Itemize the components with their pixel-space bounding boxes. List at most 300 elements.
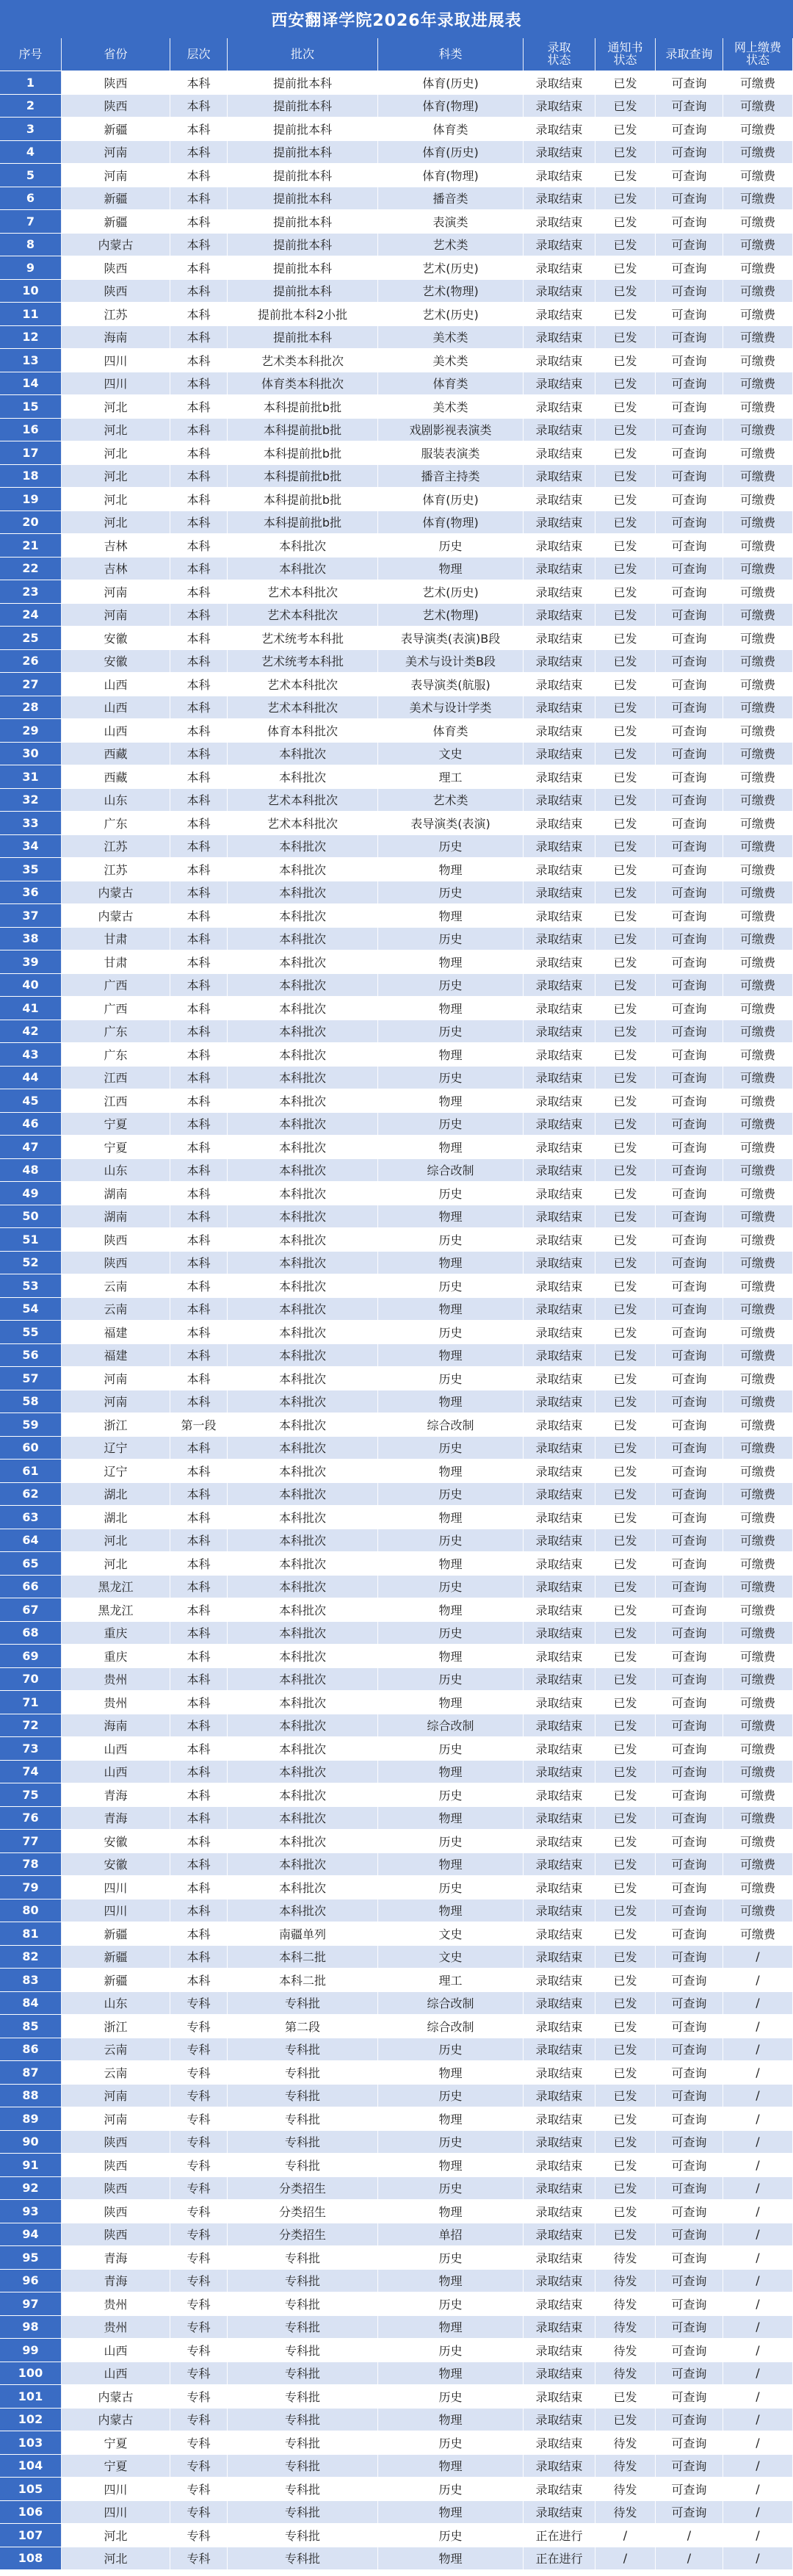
subject-category-cell: 体育类 [378,719,524,742]
subject-category-cell: 表演类 [378,210,524,233]
notice-status-cell: 待发 [595,2431,656,2454]
batch-cell: 本科批次 [228,1437,378,1460]
province-cell: 江西 [62,1089,170,1112]
online-payment-status-cell: 可缴费 [723,1876,793,1899]
admission-query-cell: 可查询 [656,1922,723,1945]
subject-category-cell: 历史 [378,1576,524,1598]
table-row [0,2015,793,2038]
level-cell: 本科 [170,765,228,788]
batch-cell: 专科批 [228,2501,378,2524]
admission-query-cell: 可查询 [656,1460,723,1482]
batch-cell: 本科提前批b批 [228,441,378,464]
batch-cell: 艺术统考本科批 [228,627,378,649]
row-number-cell: 23 [0,580,62,603]
admission-progress-table [0,38,793,2570]
admission-query-cell: / [656,2547,723,2570]
table-row [0,997,793,1020]
table-row [0,743,793,766]
online-payment-status-cell: 可缴费 [723,789,793,812]
province-cell: 宁夏 [62,2431,170,2454]
batch-cell: 本科批次 [228,1159,378,1182]
admission-status-cell: 录取结束 [524,1922,595,1945]
row-number-cell: 68 [0,1622,62,1645]
subject-category-cell: 艺术(物理) [378,604,524,627]
subject-category-cell: 表导演类(表演)B段 [378,627,524,649]
subject-category-cell: 物理 [378,1089,524,1112]
subject-category-cell: 物理 [378,1899,524,1922]
level-cell: 本科 [170,326,228,349]
admission-query-cell: 可查询 [656,1413,723,1436]
notice-status-cell: 已发 [595,187,656,210]
admission-query-cell: 可查询 [656,1274,723,1297]
row-number-cell: 39 [0,950,62,973]
admission-status-cell: 录取结束 [524,1645,595,1667]
admission-query-cell: 可查询 [656,2085,723,2107]
admission-query-cell: 可查询 [656,1737,723,1760]
online-payment-status-cell: 可缴费 [723,1252,793,1274]
subject-category-cell: 物理 [378,2154,524,2176]
level-cell: 本科 [170,1020,228,1043]
level-cell: 本科 [170,1159,228,1182]
header-admission-query: 录取查询 [656,38,723,71]
admission-query-cell: 可查询 [656,558,723,580]
admission-status-cell: 录取结束 [524,1969,595,1991]
level-cell: 专科 [170,1992,228,2015]
notice-status-cell: 待发 [595,2455,656,2478]
row-number-cell: 49 [0,1182,62,1205]
batch-cell: 分类招生 [228,2200,378,2223]
province-cell: 贵州 [62,2292,170,2315]
subject-category-cell: 综合改制 [378,2015,524,2038]
notice-status-cell: 已发 [595,1598,656,1621]
subject-category-cell: 服装表演类 [378,441,524,464]
online-payment-status-cell: 可缴费 [723,1321,793,1343]
online-payment-status-cell: / [723,2409,793,2431]
subject-category-cell: 物理 [378,558,524,580]
level-cell: 本科 [170,1506,228,1529]
admission-status-cell: 录取结束 [524,1298,595,1321]
admission-status-cell: 录取结束 [524,256,595,279]
admission-query-cell: 可查询 [656,1876,723,1899]
notice-status-cell: 已发 [595,1807,656,1830]
notice-status-cell: 已发 [595,1645,656,1667]
notice-status-cell: 已发 [595,1089,656,1112]
online-payment-status-cell: 可缴费 [723,280,793,303]
table-row [0,1807,793,1830]
admission-query-cell: 可查询 [656,1089,723,1112]
table-row [0,1853,793,1877]
level-cell: 本科 [170,1622,228,1645]
province-cell: 江苏 [62,303,170,325]
subject-category-cell: 物理 [378,858,524,881]
subject-category-cell: 物理 [378,1807,524,1830]
province-cell: 新疆 [62,210,170,233]
admission-query-cell: 可查询 [656,1113,723,1136]
row-number-cell: 29 [0,719,62,742]
table-row [0,2177,793,2201]
batch-cell: 提前批本科 [228,187,378,210]
admission-query-cell: 可查询 [656,1714,723,1737]
admission-query-cell: 可查询 [656,2200,723,2223]
table-row [0,650,793,674]
notice-status-cell: 已发 [595,95,656,118]
admission-status-cell: 录取结束 [524,1714,595,1737]
admission-query-cell: 可查询 [656,1853,723,1876]
subject-category-cell: 综合改制 [378,1159,524,1182]
subject-category-cell: 物理 [378,1043,524,1066]
table-row [0,1089,793,1113]
admission-query-cell: 可查询 [656,419,723,441]
admission-query-cell: 可查询 [656,1228,723,1251]
subject-category-cell: 体育(历史) [378,141,524,164]
notice-status-cell: 已发 [595,789,656,812]
batch-cell: 本科批次 [228,1390,378,1413]
notice-status-cell: 已发 [595,1761,656,1783]
admission-query-cell: 可查询 [656,858,723,881]
notice-status-cell: 已发 [595,1483,656,1506]
subject-category-cell: 物理 [378,2061,524,2084]
admission-status-cell: 录取结束 [524,2385,595,2408]
province-cell: 广西 [62,974,170,997]
notice-status-cell: 已发 [595,1737,656,1760]
table-row [0,627,793,650]
level-cell: 本科 [170,627,228,649]
batch-cell: 本科批次 [228,1205,378,1228]
admission-status-cell: 录取结束 [524,580,595,603]
admission-status-cell: 录取结束 [524,372,595,395]
province-cell: 辽宁 [62,1460,170,1482]
level-cell: 专科 [170,2246,228,2269]
batch-cell: 本科批次 [228,558,378,580]
subject-category-cell: 播音类 [378,187,524,210]
admission-query-cell: 可查询 [656,1298,723,1321]
admission-status-cell: 录取结束 [524,2409,595,2431]
online-payment-status-cell: 可缴费 [723,765,793,788]
notice-status-cell: 已发 [595,1067,656,1089]
table-row [0,1691,793,1714]
admission-status-cell: 录取结束 [524,164,595,187]
province-cell: 河南 [62,2085,170,2107]
table-row [0,511,793,535]
row-number-cell: 18 [0,465,62,488]
admission-status-cell: 录取结束 [524,812,595,834]
level-cell: 本科 [170,141,228,164]
batch-cell: 本科批次 [228,1876,378,1899]
online-payment-status-cell: 可缴费 [723,1668,793,1691]
subject-category-cell: 物理 [378,2547,524,2570]
online-payment-status-cell: 可缴费 [723,997,793,1020]
notice-status-cell: 已发 [595,928,656,950]
province-cell: 山西 [62,2339,170,2362]
admission-status-cell: 录取结束 [524,141,595,164]
row-number-cell: 86 [0,2038,62,2061]
admission-query-cell: 可查询 [656,1043,723,1066]
level-cell: 本科 [170,928,228,950]
level-cell: 本科 [170,1136,228,1158]
row-number-cell: 14 [0,372,62,395]
admission-status-cell: 录取结束 [524,1274,595,1297]
header-level: 层次 [170,38,228,71]
level-cell: 本科 [170,210,228,233]
batch-cell: 专科批 [228,2339,378,2362]
row-number-cell: 93 [0,2200,62,2223]
online-payment-status-cell: 可缴费 [723,1922,793,1945]
row-number-cell: 95 [0,2246,62,2269]
notice-status-cell: 已发 [595,2131,656,2154]
subject-category-cell: 历史 [378,1274,524,1297]
row-number-cell: 98 [0,2316,62,2339]
level-cell: 本科 [170,349,228,372]
table-row [0,2385,793,2409]
province-cell: 吉林 [62,558,170,580]
row-number-cell: 2 [0,95,62,118]
subject-category-cell: 历史 [378,2431,524,2454]
notice-status-cell: 已发 [595,1437,656,1460]
batch-cell: 提前批本科 [228,141,378,164]
level-cell: 本科 [170,534,228,557]
admission-status-cell: 录取结束 [524,1552,595,1575]
subject-category-cell: 艺术类 [378,234,524,256]
admission-status-cell: 录取结束 [524,118,595,140]
batch-cell: 本科批次 [228,974,378,997]
table-row [0,1668,793,1692]
online-payment-status-cell: / [723,2038,793,2061]
admission-status-cell: 录取结束 [524,1807,595,1830]
row-number-cell: 92 [0,2177,62,2200]
level-cell: 本科 [170,580,228,603]
row-number-cell: 83 [0,1969,62,1991]
row-number-cell: 96 [0,2270,62,2292]
batch-cell: 提前批本科 [228,164,378,187]
subject-category-cell: 历史 [378,1437,524,1460]
notice-status-cell: 已发 [595,1622,656,1645]
subject-category-cell: 历史 [378,1622,524,1645]
row-number-cell: 42 [0,1020,62,1043]
province-cell: 山东 [62,1159,170,1182]
notice-status-cell: 已发 [595,1390,656,1413]
admission-status-cell: 录取结束 [524,2501,595,2524]
table-row [0,1390,793,1414]
province-cell: 安徽 [62,1830,170,1852]
province-cell: 青海 [62,2246,170,2269]
level-cell: 本科 [170,187,228,210]
table-row [0,1367,793,1390]
batch-cell: 艺术本科批次 [228,673,378,696]
batch-cell: 提前批本科 [228,95,378,118]
row-number-cell: 24 [0,604,62,627]
province-cell: 山西 [62,673,170,696]
batch-cell: 艺术统考本科批 [228,650,378,673]
admission-query-cell: 可查询 [656,1992,723,2015]
admission-status-cell: 录取结束 [524,789,595,812]
level-cell: 本科 [170,1645,228,1667]
online-payment-status-cell: 可缴费 [723,1020,793,1043]
level-cell: 本科 [170,1552,228,1575]
level-cell: 本科 [170,812,228,834]
row-number-cell: 52 [0,1252,62,1274]
batch-cell: 本科批次 [228,1645,378,1667]
table-row [0,2061,793,2085]
admission-status-cell: 录取结束 [524,465,595,488]
admission-query-cell: 可查询 [656,1969,723,1991]
admission-query-cell: 可查询 [656,997,723,1020]
table-row [0,2362,793,2386]
online-payment-status-cell: / [723,2270,793,2292]
province-cell: 浙江 [62,2015,170,2038]
table-row [0,1737,793,1761]
table-row [0,1552,793,1576]
admission-status-cell: 录取结束 [524,696,595,719]
online-payment-status-cell: / [723,2200,793,2223]
province-cell: 陕西 [62,256,170,279]
notice-status-cell: 已发 [595,1899,656,1922]
subject-category-cell: 物理 [378,2362,524,2385]
subject-category-cell: 物理 [378,1552,524,1575]
row-number-cell: 20 [0,511,62,534]
admission-status-cell: 录取结束 [524,1182,595,1205]
admission-query-cell: 可查询 [656,1182,723,1205]
province-cell: 陕西 [62,2131,170,2154]
level-cell: 本科 [170,997,228,1020]
batch-cell: 专科批 [228,2292,378,2315]
table-row [0,604,793,627]
batch-cell: 专科批 [228,2385,378,2408]
notice-status-cell: 已发 [595,2107,656,2130]
admission-status-cell: 录取结束 [524,395,595,418]
subject-category-cell: 物理 [378,1390,524,1413]
notice-status-cell: 已发 [595,280,656,303]
admission-status-cell: 录取结束 [524,1020,595,1043]
online-payment-status-cell: 可缴费 [723,1043,793,1066]
admission-query-cell: 可查询 [656,2270,723,2292]
online-payment-status-cell: / [723,1969,793,1991]
row-number-cell: 106 [0,2501,62,2524]
admission-status-cell: 录取结束 [524,950,595,973]
admission-status-cell: 录取结束 [524,904,595,927]
online-payment-status-cell: 可缴费 [723,627,793,649]
batch-cell: 专科批 [228,2085,378,2107]
subject-category-cell: 物理 [378,1506,524,1529]
batch-cell: 本科批次 [228,1067,378,1089]
subject-category-cell: 综合改制 [378,1413,524,1436]
admission-status-cell: 录取结束 [524,2107,595,2130]
admission-status-cell: 录取结束 [524,2431,595,2454]
batch-cell: 本科批次 [228,1252,378,1274]
province-cell: 重庆 [62,1622,170,1645]
table-row [0,1344,793,1368]
admission-query-cell: 可查询 [656,2478,723,2500]
province-cell: 陕西 [62,280,170,303]
row-number-cell: 16 [0,419,62,441]
province-cell: 山西 [62,2362,170,2385]
admission-query-cell: 可查询 [656,743,723,765]
admission-query-cell: 可查询 [656,2154,723,2176]
row-number-cell: 30 [0,743,62,765]
level-cell: 本科 [170,604,228,627]
table-row [0,1136,793,1159]
batch-cell: 艺术本科批次 [228,604,378,627]
table-row [0,950,793,974]
table-row [0,256,793,280]
level-cell: 专科 [170,2061,228,2084]
row-number-cell: 55 [0,1321,62,1343]
batch-cell: 本科批次 [228,950,378,973]
admission-status-cell: 录取结束 [524,1228,595,1251]
table-row [0,1761,793,1784]
batch-cell: 本科批次 [228,1761,378,1783]
admission-query-cell: 可查询 [656,1783,723,1806]
online-payment-status-cell: 可缴费 [723,950,793,973]
subject-category-cell: 物理 [378,1298,524,1321]
table-row [0,2547,793,2571]
notice-status-cell: 已发 [595,558,656,580]
table-row [0,858,793,881]
batch-cell: 本科批次 [228,904,378,927]
row-number-cell: 64 [0,1529,62,1552]
notice-status-cell: 已发 [595,1714,656,1737]
online-payment-status-cell: 可缴费 [723,465,793,488]
batch-cell: 提前批本科 [228,280,378,303]
subject-category-cell: 物理 [378,1853,524,1876]
province-cell: 重庆 [62,1645,170,1667]
admission-query-cell: 可查询 [656,1437,723,1460]
admission-status-cell: 录取结束 [524,1252,595,1274]
table-row [0,1946,793,1969]
table-row [0,326,793,350]
subject-category-cell: 物理 [378,1252,524,1274]
batch-cell: 专科批 [228,2154,378,2176]
province-cell: 安徽 [62,1853,170,1876]
province-cell: 四川 [62,349,170,372]
level-cell: 本科 [170,256,228,279]
subject-category-cell: 物理 [378,2270,524,2292]
admission-query-cell: 可查询 [656,326,723,349]
row-number-cell: 90 [0,2131,62,2154]
subject-category-cell: 单招 [378,2223,524,2246]
level-cell: 本科 [170,835,228,858]
admission-query-cell: 可查询 [656,280,723,303]
table-row [0,534,793,558]
subject-category-cell: 历史 [378,1876,524,1899]
subject-category-cell: 美术类 [378,395,524,418]
notice-status-cell: 已发 [595,1830,656,1852]
row-number-cell: 105 [0,2478,62,2500]
batch-cell: 专科批 [228,2107,378,2130]
batch-cell: 本科提前批b批 [228,395,378,418]
table-row [0,1506,793,1529]
notice-status-cell: 已发 [595,419,656,441]
online-payment-status-cell: 可缴费 [723,349,793,372]
table-row [0,558,793,581]
subject-category-cell: 体育类 [378,118,524,140]
admission-query-cell: 可查询 [656,1830,723,1852]
notice-status-cell: 已发 [595,465,656,488]
subject-category-cell: 历史 [378,1228,524,1251]
notice-status-cell: 已发 [595,1274,656,1297]
level-cell: 本科 [170,1853,228,1876]
level-cell: 本科 [170,1691,228,1714]
row-number-cell: 40 [0,974,62,997]
subject-category-cell: 戏剧影视表演类 [378,419,524,441]
province-cell: 新疆 [62,187,170,210]
row-number-cell: 59 [0,1413,62,1436]
province-cell: 湖南 [62,1205,170,1228]
level-cell: 本科 [170,280,228,303]
admission-status-cell: 录取结束 [524,1506,595,1529]
admission-query-cell: 可查询 [656,534,723,557]
subject-category-cell: 历史 [378,2085,524,2107]
province-cell: 四川 [62,372,170,395]
